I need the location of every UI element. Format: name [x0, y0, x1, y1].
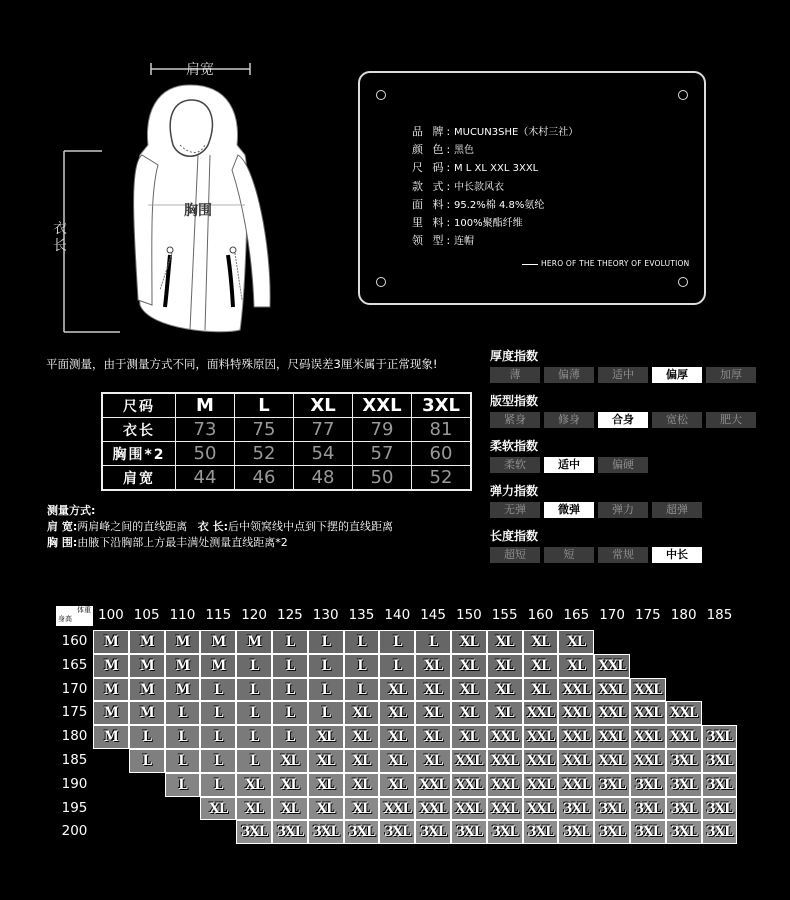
- size-grid-cell: 3XL: [344, 820, 380, 844]
- grid-corner: [56, 606, 93, 626]
- size-grid-cell: 3XL: [630, 797, 666, 821]
- size-grid-cell: L: [272, 630, 308, 654]
- index-option: 超短: [490, 547, 540, 563]
- size-table-header: L: [235, 393, 294, 418]
- info-key: 面 料:: [412, 197, 454, 211]
- size-table-row-label: 肩宽: [102, 466, 176, 491]
- size-grid-cell: XXL: [630, 749, 666, 773]
- index-title: 版型指数: [490, 394, 539, 408]
- size-grid-cell: XXL: [415, 797, 451, 821]
- method-chest-text: 由腋下沿胸部上方最丰满处测量直线距离*2: [77, 536, 288, 549]
- size-grid-cell: XL: [344, 797, 380, 821]
- weight-label: 115: [205, 607, 232, 623]
- size-grid-cell: XL: [415, 725, 451, 749]
- size-table-cell: 48: [294, 466, 353, 491]
- size-grid-cell: XXL: [558, 725, 594, 749]
- weight-label: 145: [420, 607, 446, 623]
- weight-label: 140: [384, 607, 411, 623]
- size-table-cell: 52: [235, 442, 294, 466]
- size-grid-cell: L: [272, 654, 308, 678]
- size-grid-cell: 3XL: [594, 820, 630, 844]
- size-grid-cell: M: [93, 701, 129, 725]
- size-grid-cell: 3XL: [451, 820, 487, 844]
- size-grid-cell: XXL: [594, 725, 630, 749]
- info-value: 95.2%棉 4.8%氨纶: [454, 199, 545, 211]
- size-grid-cell: XL: [379, 773, 415, 797]
- size-grid-cell: XXL: [630, 678, 666, 702]
- index-options: [490, 367, 760, 383]
- size-grid-cell: M: [129, 630, 165, 654]
- index-option: 紧身: [490, 412, 540, 428]
- size-grid-cell: L: [308, 654, 344, 678]
- size-grid-cell: XL: [487, 678, 523, 702]
- size-grid-cell: M: [200, 630, 236, 654]
- size-grid-cell: XL: [415, 678, 451, 702]
- size-grid-cell: L: [308, 630, 344, 654]
- weight-label: 100: [98, 607, 124, 623]
- size-grid-cell: XXL: [594, 678, 630, 702]
- size-grid-cell: 3XL: [702, 725, 738, 749]
- weight-label: 125: [277, 607, 303, 623]
- size-table-cell: 81: [412, 418, 472, 442]
- method-length-text: 后中领窝线中点到下摆的直线距离: [227, 520, 393, 533]
- weight-label: 105: [133, 607, 160, 623]
- size-grid-cell: L: [236, 701, 272, 725]
- size-table-cell: 73: [176, 418, 235, 442]
- size-grid-cell: XL: [523, 630, 559, 654]
- size-grid-cell: L: [272, 701, 308, 725]
- index-group: [490, 482, 760, 518]
- size-grid-cell: M: [165, 630, 201, 654]
- size-grid-cell: XL: [344, 749, 380, 773]
- size-grid-cell: XL: [344, 725, 380, 749]
- size-grid-cell: L: [344, 630, 380, 654]
- size-grid-cell: XXL: [523, 725, 559, 749]
- info-key: 款 式:: [412, 179, 454, 193]
- size-grid-cell: XXL: [451, 797, 487, 821]
- info-value: 100%聚酯纤维: [454, 217, 523, 229]
- size-grid-cell: XXL: [523, 701, 559, 725]
- weight-label: 175: [635, 607, 661, 623]
- rivet-icon: [376, 277, 386, 287]
- size-table-row: [102, 466, 471, 491]
- size-grid-cell: XXL: [666, 725, 702, 749]
- index-option: 常规: [598, 547, 648, 563]
- size-table-cell: 77: [294, 418, 353, 442]
- info-value: 连帽: [454, 236, 474, 248]
- index-option: 薄: [490, 367, 540, 383]
- info-value: MUCUN3SHE（木村三社）: [454, 127, 579, 138]
- size-grid-cell: L: [308, 701, 344, 725]
- index-option: 宽松: [652, 412, 702, 428]
- index-option: 修身: [544, 412, 594, 428]
- index-option: 适中: [598, 367, 648, 383]
- size-grid-cell: 3XL: [272, 820, 308, 844]
- size-grid-cell: XL: [451, 725, 487, 749]
- size-grid-cell: XL: [487, 630, 523, 654]
- length-label: 衣长: [53, 221, 67, 254]
- size-grid-cell: XL: [523, 678, 559, 702]
- coat-illustration: [40, 45, 340, 345]
- corner-weight-label: 体重: [77, 606, 91, 614]
- weight-label: 165: [563, 607, 590, 623]
- size-grid-cell: L: [165, 773, 201, 797]
- method-shoulder-key: 肩 宽:: [47, 520, 78, 533]
- size-grid-cell: 3XL: [630, 773, 666, 797]
- height-label: 165: [61, 656, 88, 673]
- size-grid-cell: L: [308, 678, 344, 702]
- size-grid-cell: L: [129, 725, 165, 749]
- info-key: 尺 码:: [412, 161, 454, 175]
- info-value: M L XL XXL 3XXL: [454, 163, 539, 175]
- fabric-indices: [490, 347, 760, 572]
- product-info-rows: [412, 123, 578, 250]
- weight-label: 185: [706, 607, 733, 623]
- size-table-header: XL: [294, 393, 353, 418]
- measurement-note: 平面测量，由于测量方式不同，面料特殊原因，尺码误差3厘米属于正常现象!: [46, 357, 438, 371]
- size-table-header: XXL: [353, 393, 412, 418]
- index-option-selected: 适中: [544, 457, 594, 473]
- size-table-row: [102, 442, 471, 466]
- shoulder-width-label: 肩宽: [186, 62, 214, 78]
- size-grid-cell: L: [236, 749, 272, 773]
- size-grid-cell: L: [165, 701, 201, 725]
- index-option: 短: [544, 547, 594, 563]
- rivet-icon: [678, 277, 688, 287]
- size-grid-cell: XL: [415, 749, 451, 773]
- info-row: [412, 214, 578, 232]
- size-table-row-label: 衣长: [102, 418, 176, 442]
- height-label: 200: [61, 823, 88, 840]
- size-grid-cell: M: [93, 654, 129, 678]
- index-option: 肥大: [706, 412, 756, 428]
- info-row: [412, 123, 578, 141]
- size-grid-cell: XXL: [558, 701, 594, 725]
- garment-diagram: [40, 45, 340, 345]
- size-table-header: 3XL: [412, 393, 472, 418]
- height-label: 170: [61, 680, 88, 697]
- index-option: 超弹: [652, 502, 702, 518]
- size-grid-cell: XL: [487, 701, 523, 725]
- info-key: 颜 色:: [412, 143, 454, 157]
- index-option: 加厚: [706, 367, 756, 383]
- size-grid-cell: XL: [558, 630, 594, 654]
- size-grid-cell: XXL: [558, 773, 594, 797]
- size-grid-cell: M: [129, 654, 165, 678]
- height-label: 175: [61, 704, 88, 721]
- size-grid-cell: XXL: [487, 773, 523, 797]
- size-grid-cell: 3XL: [594, 797, 630, 821]
- size-grid-cell: XL: [272, 797, 308, 821]
- size-grid-cell: 3XL: [558, 820, 594, 844]
- info-row: [412, 196, 578, 214]
- size-grid-cell: XL: [379, 678, 415, 702]
- size-table-header: M: [176, 393, 235, 418]
- index-option: 偏薄: [544, 367, 594, 383]
- size-grid-cell: 3XL: [702, 820, 738, 844]
- info-key: 领 型:: [412, 234, 454, 248]
- size-grid-cell: XL: [344, 701, 380, 725]
- size-table-cell: 52: [412, 466, 472, 491]
- method-title: 测量方式:: [47, 504, 96, 517]
- size-grid-cell: 3XL: [558, 797, 594, 821]
- weight-label: 135: [348, 607, 375, 623]
- size-grid-cell: 3XL: [594, 773, 630, 797]
- index-option: 弹力: [598, 502, 648, 518]
- size-grid-cell: XXL: [451, 773, 487, 797]
- size-grid-cell: XXL: [487, 797, 523, 821]
- size-grid-cell: L: [165, 749, 201, 773]
- size-grid-cell: L: [379, 630, 415, 654]
- size-grid-cell: L: [272, 725, 308, 749]
- size-grid-cell: 3XL: [236, 820, 272, 844]
- size-grid-cell: XL: [558, 654, 594, 678]
- size-grid-cell: XXL: [523, 773, 559, 797]
- index-title: 弹力指数: [490, 484, 539, 498]
- size-table-cell: 54: [294, 442, 353, 466]
- size-grid-cell: M: [236, 630, 272, 654]
- size-grid-cell: XL: [200, 797, 236, 821]
- size-table-header-row: [102, 393, 471, 418]
- size-grid-cell: L: [200, 749, 236, 773]
- index-options: [490, 502, 760, 518]
- size-grid-cell: L: [200, 773, 236, 797]
- size-grid-cell: XXL: [630, 701, 666, 725]
- info-key: 里 料:: [412, 215, 454, 229]
- size-grid-cell: XL: [415, 701, 451, 725]
- size-grid-cell: XL: [451, 678, 487, 702]
- index-title: 柔软指数: [490, 439, 539, 453]
- index-title: 长度指数: [490, 529, 539, 543]
- size-grid-cell: XXL: [666, 701, 702, 725]
- tagline: HERO OF THE THEORY OF EVOLUTION: [522, 259, 689, 268]
- size-grid-cell: 3XL: [415, 820, 451, 844]
- size-grid-cell: XL: [415, 654, 451, 678]
- size-grid-cell: XL: [379, 701, 415, 725]
- rivet-icon: [678, 90, 688, 100]
- weight-label: 120: [241, 607, 267, 623]
- index-option: 偏硬: [598, 457, 648, 473]
- size-table-cell: 75: [235, 418, 294, 442]
- size-table-cell: 57: [353, 442, 412, 466]
- size-grid-cell: L: [236, 678, 272, 702]
- size-grid-cell: XL: [272, 749, 308, 773]
- size-grid-cell: 3XL: [666, 820, 702, 844]
- size-table-row-label: 胸围*2: [102, 442, 176, 466]
- size-table-cell: 50: [353, 466, 412, 491]
- info-row: [412, 178, 578, 196]
- size-grid-cell: XXL: [523, 749, 559, 773]
- size-grid-cell: XXL: [594, 749, 630, 773]
- size-grid-cell: XL: [379, 749, 415, 773]
- rivet-icon: [376, 90, 386, 100]
- size-grid-cell: 3XL: [666, 773, 702, 797]
- size-grid-cell: 3XL: [702, 773, 738, 797]
- height-label: 195: [61, 799, 88, 816]
- size-grid-cell: 3XL: [666, 749, 702, 773]
- weight-label: 180: [670, 607, 697, 623]
- size-grid-cell: XXL: [558, 678, 594, 702]
- size-grid-cell: M: [165, 678, 201, 702]
- height-label: 160: [61, 633, 88, 649]
- index-option: 柔软: [490, 457, 540, 473]
- size-grid-cell: XL: [451, 701, 487, 725]
- size-grid-cell: L: [236, 654, 272, 678]
- size-grid-cell: XL: [308, 749, 344, 773]
- index-options: [490, 547, 760, 563]
- size-grid-cell: 3XL: [308, 820, 344, 844]
- size-grid-cell: XXL: [451, 749, 487, 773]
- size-grid-cell: L: [129, 749, 165, 773]
- info-key: 品 牌:: [412, 125, 454, 138]
- size-grid-cell: XXL: [630, 725, 666, 749]
- info-row: [412, 141, 578, 159]
- size-grid-cell: 3XL: [487, 820, 523, 844]
- size-table-cell: 60: [412, 442, 472, 466]
- weight-label: 130: [312, 607, 339, 623]
- info-row: [412, 232, 578, 250]
- size-grid-cell: XL: [344, 773, 380, 797]
- size-grid-cell: XXL: [379, 797, 415, 821]
- index-option-selected: 微弹: [544, 502, 594, 518]
- size-grid-cell: L: [379, 654, 415, 678]
- size-grid-cell: M: [129, 678, 165, 702]
- method-chest-key: 胸 围:: [47, 536, 78, 549]
- size-grid-cell: XL: [308, 797, 344, 821]
- size-grid-cell: XL: [379, 725, 415, 749]
- size-grid-cell: XL: [272, 773, 308, 797]
- size-grid-cell: M: [93, 630, 129, 654]
- index-option-selected: 中长: [652, 547, 702, 563]
- size-grid-cell: XL: [523, 654, 559, 678]
- size-chart-table: [101, 392, 472, 491]
- size-grid-cell: L: [344, 678, 380, 702]
- size-grid-cell: L: [200, 678, 236, 702]
- size-grid-cell: XXL: [487, 749, 523, 773]
- method-length-key: 衣 长:: [197, 520, 228, 533]
- size-grid-cell: XXL: [594, 654, 630, 678]
- size-grid-cell: M: [165, 654, 201, 678]
- size-grid-cell: 3XL: [702, 797, 738, 821]
- size-grid-cell: L: [165, 725, 201, 749]
- weight-label: 155: [491, 607, 518, 623]
- method-shoulder-text: 两肩峰之间的直线距离: [77, 520, 188, 533]
- size-grid-cell: L: [200, 701, 236, 725]
- size-table-cell: 44: [176, 466, 235, 491]
- size-grid-cell: 3XL: [666, 797, 702, 821]
- measurement-method: [47, 503, 393, 551]
- size-table-cell: 79: [353, 418, 412, 442]
- size-grid-cell: XL: [451, 654, 487, 678]
- size-grid-cell: L: [344, 654, 380, 678]
- size-grid-cell: XL: [308, 725, 344, 749]
- info-row: [412, 159, 578, 177]
- size-grid-cell: XXL: [487, 725, 523, 749]
- index-group: [490, 437, 760, 473]
- index-group: [490, 392, 760, 428]
- index-option-selected: 偏厚: [652, 367, 702, 383]
- height-label: 190: [61, 775, 88, 792]
- size-grid-cell: M: [129, 701, 165, 725]
- product-info-card: [358, 71, 706, 305]
- weight-label: 110: [169, 607, 196, 623]
- size-grid-cell: L: [236, 725, 272, 749]
- weight-label: 160: [527, 607, 554, 623]
- weight-label: 150: [456, 607, 482, 623]
- size-grid-cell: M: [93, 678, 129, 702]
- size-grid-cell: XL: [308, 773, 344, 797]
- size-grid-cell: XXL: [415, 773, 451, 797]
- size-table-cell: 50: [176, 442, 235, 466]
- size-table-row: [102, 418, 471, 442]
- size-grid-cell: XXL: [594, 701, 630, 725]
- size-grid-cell: M: [200, 654, 236, 678]
- size-grid-cell: XL: [236, 797, 272, 821]
- size-grid-cell: 3XL: [630, 820, 666, 844]
- index-group: [490, 347, 760, 383]
- size-grid-cell: L: [272, 678, 308, 702]
- size-grid-cell: XXL: [523, 797, 559, 821]
- size-grid-cell: XL: [236, 773, 272, 797]
- chest-label: 胸围: [184, 203, 212, 219]
- size-grid-cell: M: [93, 725, 129, 749]
- corner-height-label: 身高: [58, 615, 72, 623]
- weight-label: 170: [599, 607, 625, 623]
- index-option-selected: 合身: [598, 412, 648, 428]
- size-recommendation-grid: [0, 598, 790, 900]
- index-options: [490, 457, 760, 473]
- index-option: 无弹: [490, 502, 540, 518]
- index-options: [490, 412, 760, 428]
- size-grid-cell: XL: [487, 654, 523, 678]
- size-grid-cell: XXL: [558, 749, 594, 773]
- size-grid-cell: 3XL: [702, 749, 738, 773]
- index-group: [490, 527, 760, 563]
- height-label: 185: [61, 752, 88, 768]
- size-table-corner: 尺码: [102, 393, 176, 418]
- size-grid-cell: 3XL: [523, 820, 559, 844]
- size-grid-cell: XL: [451, 630, 487, 654]
- size-grid-cell: L: [415, 630, 451, 654]
- size-grid-cell: L: [200, 725, 236, 749]
- info-value: 中长款风衣: [454, 181, 504, 193]
- info-value: 黑色: [454, 145, 474, 157]
- size-table-cell: 46: [235, 466, 294, 491]
- index-title: 厚度指数: [490, 349, 539, 363]
- height-label: 180: [61, 728, 88, 745]
- size-grid-cell: 3XL: [379, 820, 415, 844]
